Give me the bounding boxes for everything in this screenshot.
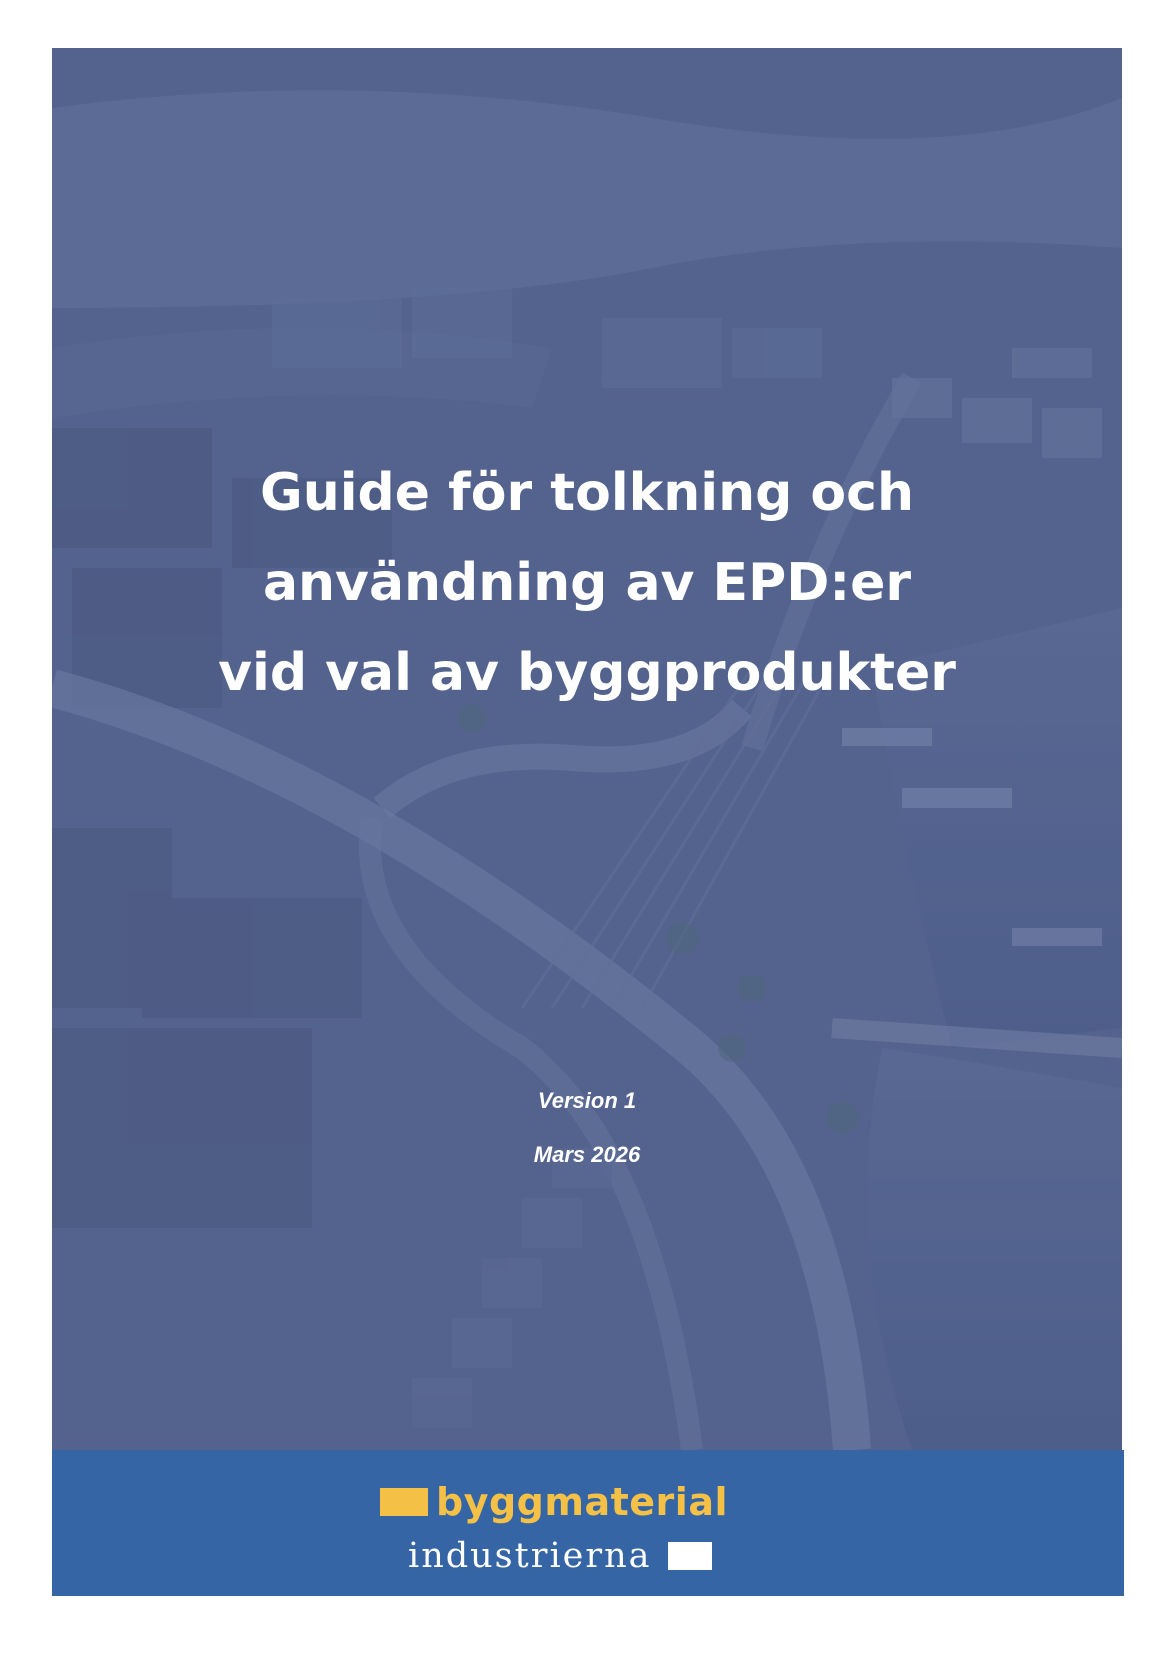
version-label: Version 1 bbox=[537, 1088, 637, 1113]
aerial-city-photo bbox=[52, 48, 1122, 1450]
logo-word-industrierna: industrierna bbox=[408, 1536, 652, 1576]
cover-image-area bbox=[52, 48, 1122, 1450]
logo-row-bottom bbox=[408, 1534, 712, 1578]
document-title bbox=[52, 448, 1122, 718]
logo-square-yellow-icon bbox=[380, 1488, 428, 1516]
date-label: Mars 2026 bbox=[533, 1142, 641, 1167]
publisher-logo bbox=[52, 1450, 1124, 1596]
title-line-2: användning av EPD:er bbox=[262, 553, 912, 613]
logo-row-top bbox=[380, 1480, 728, 1524]
logo-word-byggmaterial: byggmaterial bbox=[436, 1480, 728, 1524]
title-line-1: Guide för tolkning och bbox=[260, 463, 914, 523]
title-line-3: vid val av byggprodukter bbox=[218, 643, 956, 703]
footer-band bbox=[52, 1450, 1124, 1596]
logo-square-white-icon bbox=[668, 1542, 712, 1570]
